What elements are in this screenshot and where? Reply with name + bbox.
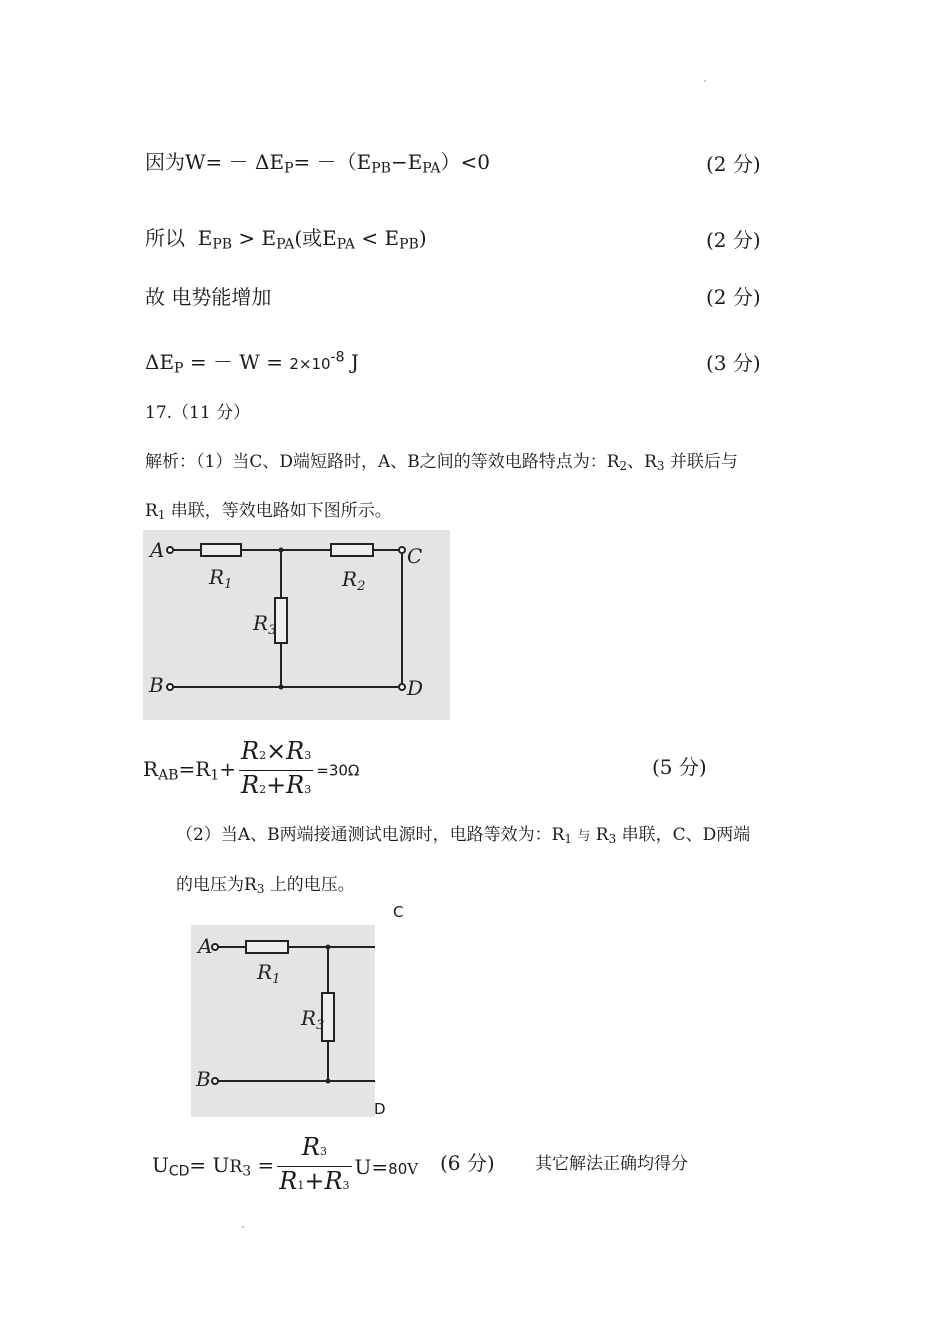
junction-top — [326, 945, 331, 950]
resistor-r2 — [331, 544, 373, 556]
terminal-c — [399, 547, 405, 553]
label-a: A — [150, 538, 165, 562]
analysis-part1-line2: $R_1$ 串联，等效电路如下图所示。 — [145, 501, 392, 522]
analysis-part2-line1: （2）当A、B两端接通测试电源时，电路等效为：$R_1$ 与 $R_3$ 串联，C、D两端 — [176, 825, 751, 846]
diagram-background — [143, 530, 450, 720]
resistor-r1 — [201, 544, 241, 556]
resistor-r3 — [322, 993, 334, 1041]
score-line4: (3 分) — [706, 351, 761, 375]
score-line2: (2 分) — [706, 228, 761, 252]
scan-dot — [704, 80, 706, 82]
question-17-header: 17.（11 分） — [145, 403, 251, 423]
score-line3: (2 分) — [706, 285, 761, 309]
label-c-outside: C — [393, 903, 404, 921]
resistor-r1 — [246, 941, 288, 953]
conclusion-increase: 故 电势能增加 — [145, 285, 272, 309]
equation-work-energy: 因为$W= - \Delta E_P= -(E_{PB}-E_{PA})<0$ — [145, 150, 491, 177]
label-b: B — [196, 1067, 211, 1091]
formula-rab: $R_{AB}=R_1+$ $\frac{R2\times R3}{R2+R3}$ =30Ω — [143, 737, 359, 804]
label-r3: $R_3$ — [301, 1006, 325, 1033]
grading-note: 其它解法正确均得分 — [535, 1154, 688, 1174]
score-rab: (5 分) — [652, 755, 707, 779]
terminal-b — [212, 1078, 218, 1084]
terminal-d — [399, 684, 405, 690]
label-r3: $R_3$ — [253, 611, 277, 638]
terminal-b — [167, 684, 173, 690]
junction-bottom — [279, 685, 284, 690]
analysis-part1-line1: 解析：（1）当C、D端短路时，A、B之间的等效电路特点为：$R_2$、$R_3$ 并联后与 — [145, 452, 738, 473]
junction-top — [279, 548, 284, 553]
label-c: C — [407, 544, 423, 568]
label-r1: $R_1$ — [257, 960, 281, 987]
label-d-outside: D — [374, 1100, 386, 1118]
score-line1: (2 分) — [706, 152, 761, 176]
junction-bottom — [326, 1079, 331, 1084]
circuit-diagram-cd-shorted — [143, 530, 450, 720]
circuit-diagram-ab-powered — [191, 925, 375, 1117]
label-b: B — [149, 673, 164, 697]
terminal-a — [167, 547, 173, 553]
label-r2: $R_2$ — [342, 567, 366, 594]
conclusion-potential: 所以 $E_{PB} > E_{PA}$(或$E_{PA} < E_{PB}$) — [145, 226, 427, 253]
terminal-a — [212, 944, 218, 950]
label-a: A — [198, 934, 213, 958]
analysis-part2-line2: 的电压为$R_3$ 上的电压。 — [176, 875, 355, 896]
score-ucd: (6 分) — [440, 1151, 495, 1175]
formula-ucd: $U_{CD}= UR_3$ = $\frac{R3}{R1+R3}$ U=80V — [152, 1133, 418, 1200]
resistor-r3 — [275, 598, 287, 643]
scan-dot — [242, 1226, 244, 1228]
fraction-parallel: $\frac{R2\times R3}{R2+R3}$ — [240, 737, 312, 799]
fraction-divider: $\frac{R3}{R1+R3}$ — [279, 1133, 350, 1195]
label-r1: $R_1$ — [209, 565, 233, 592]
equation-delta-ep: $\Delta E_P$ = － $W = 2\times 10^{-8}$ J — [145, 349, 359, 377]
label-d: D — [407, 676, 424, 700]
